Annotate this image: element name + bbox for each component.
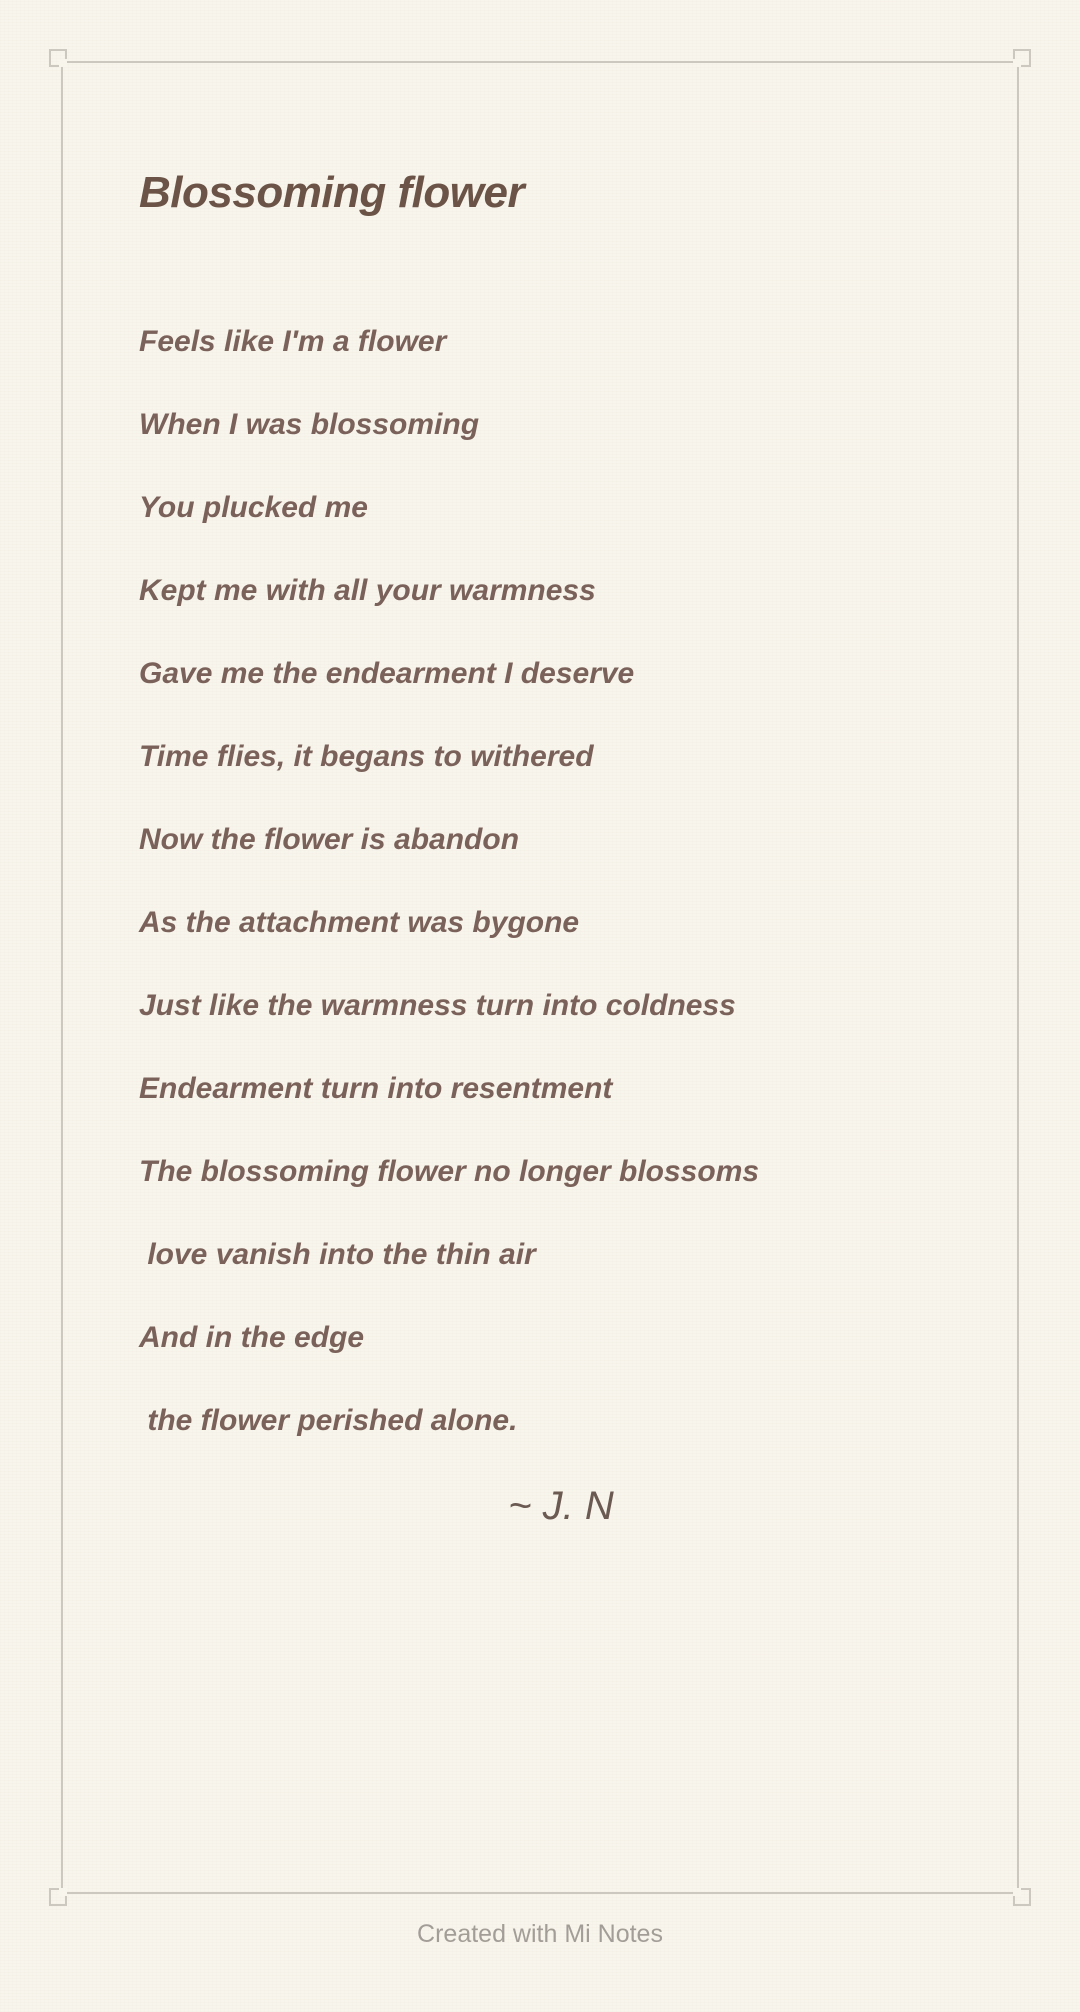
poem-line: Endearment turn into resentment	[139, 1072, 613, 1105]
poem-line: Just like the warmness turn into coldness	[139, 989, 736, 1022]
frame-corner-ornament	[49, 49, 67, 67]
poem-line: Now the flower is abandon	[139, 823, 520, 856]
poem-line: Feels like I'm a flower	[139, 325, 447, 358]
poem-line: Kept me with all your warmness	[139, 574, 596, 607]
poem-line: Time flies, it begans to withered	[139, 740, 594, 773]
frame-corner-ornament	[49, 1888, 67, 1906]
poem-line: You plucked me	[139, 491, 368, 524]
poem-line: The blossoming flower no longer blossoms	[139, 1155, 760, 1188]
poem-line: When I was blossoming	[139, 408, 480, 441]
footer-credit: Created with Mi Notes	[417, 1920, 663, 1948]
poem-line: As the attachment was bygone	[139, 906, 580, 939]
poem-line: And in the edge	[139, 1321, 364, 1354]
note-title: Blossoming flower	[139, 168, 525, 217]
poem-line: Gave me the endearment I deserve	[139, 657, 635, 690]
frame-corner-ornament	[1013, 49, 1031, 67]
poem-signature: ~ J. N	[508, 1484, 614, 1528]
poem-line: the flower perished alone.	[139, 1404, 518, 1437]
poem-body	[139, 318, 759, 1480]
poem-line: love vanish into the thin air	[139, 1238, 536, 1271]
frame-corner-ornament	[1013, 1888, 1031, 1906]
